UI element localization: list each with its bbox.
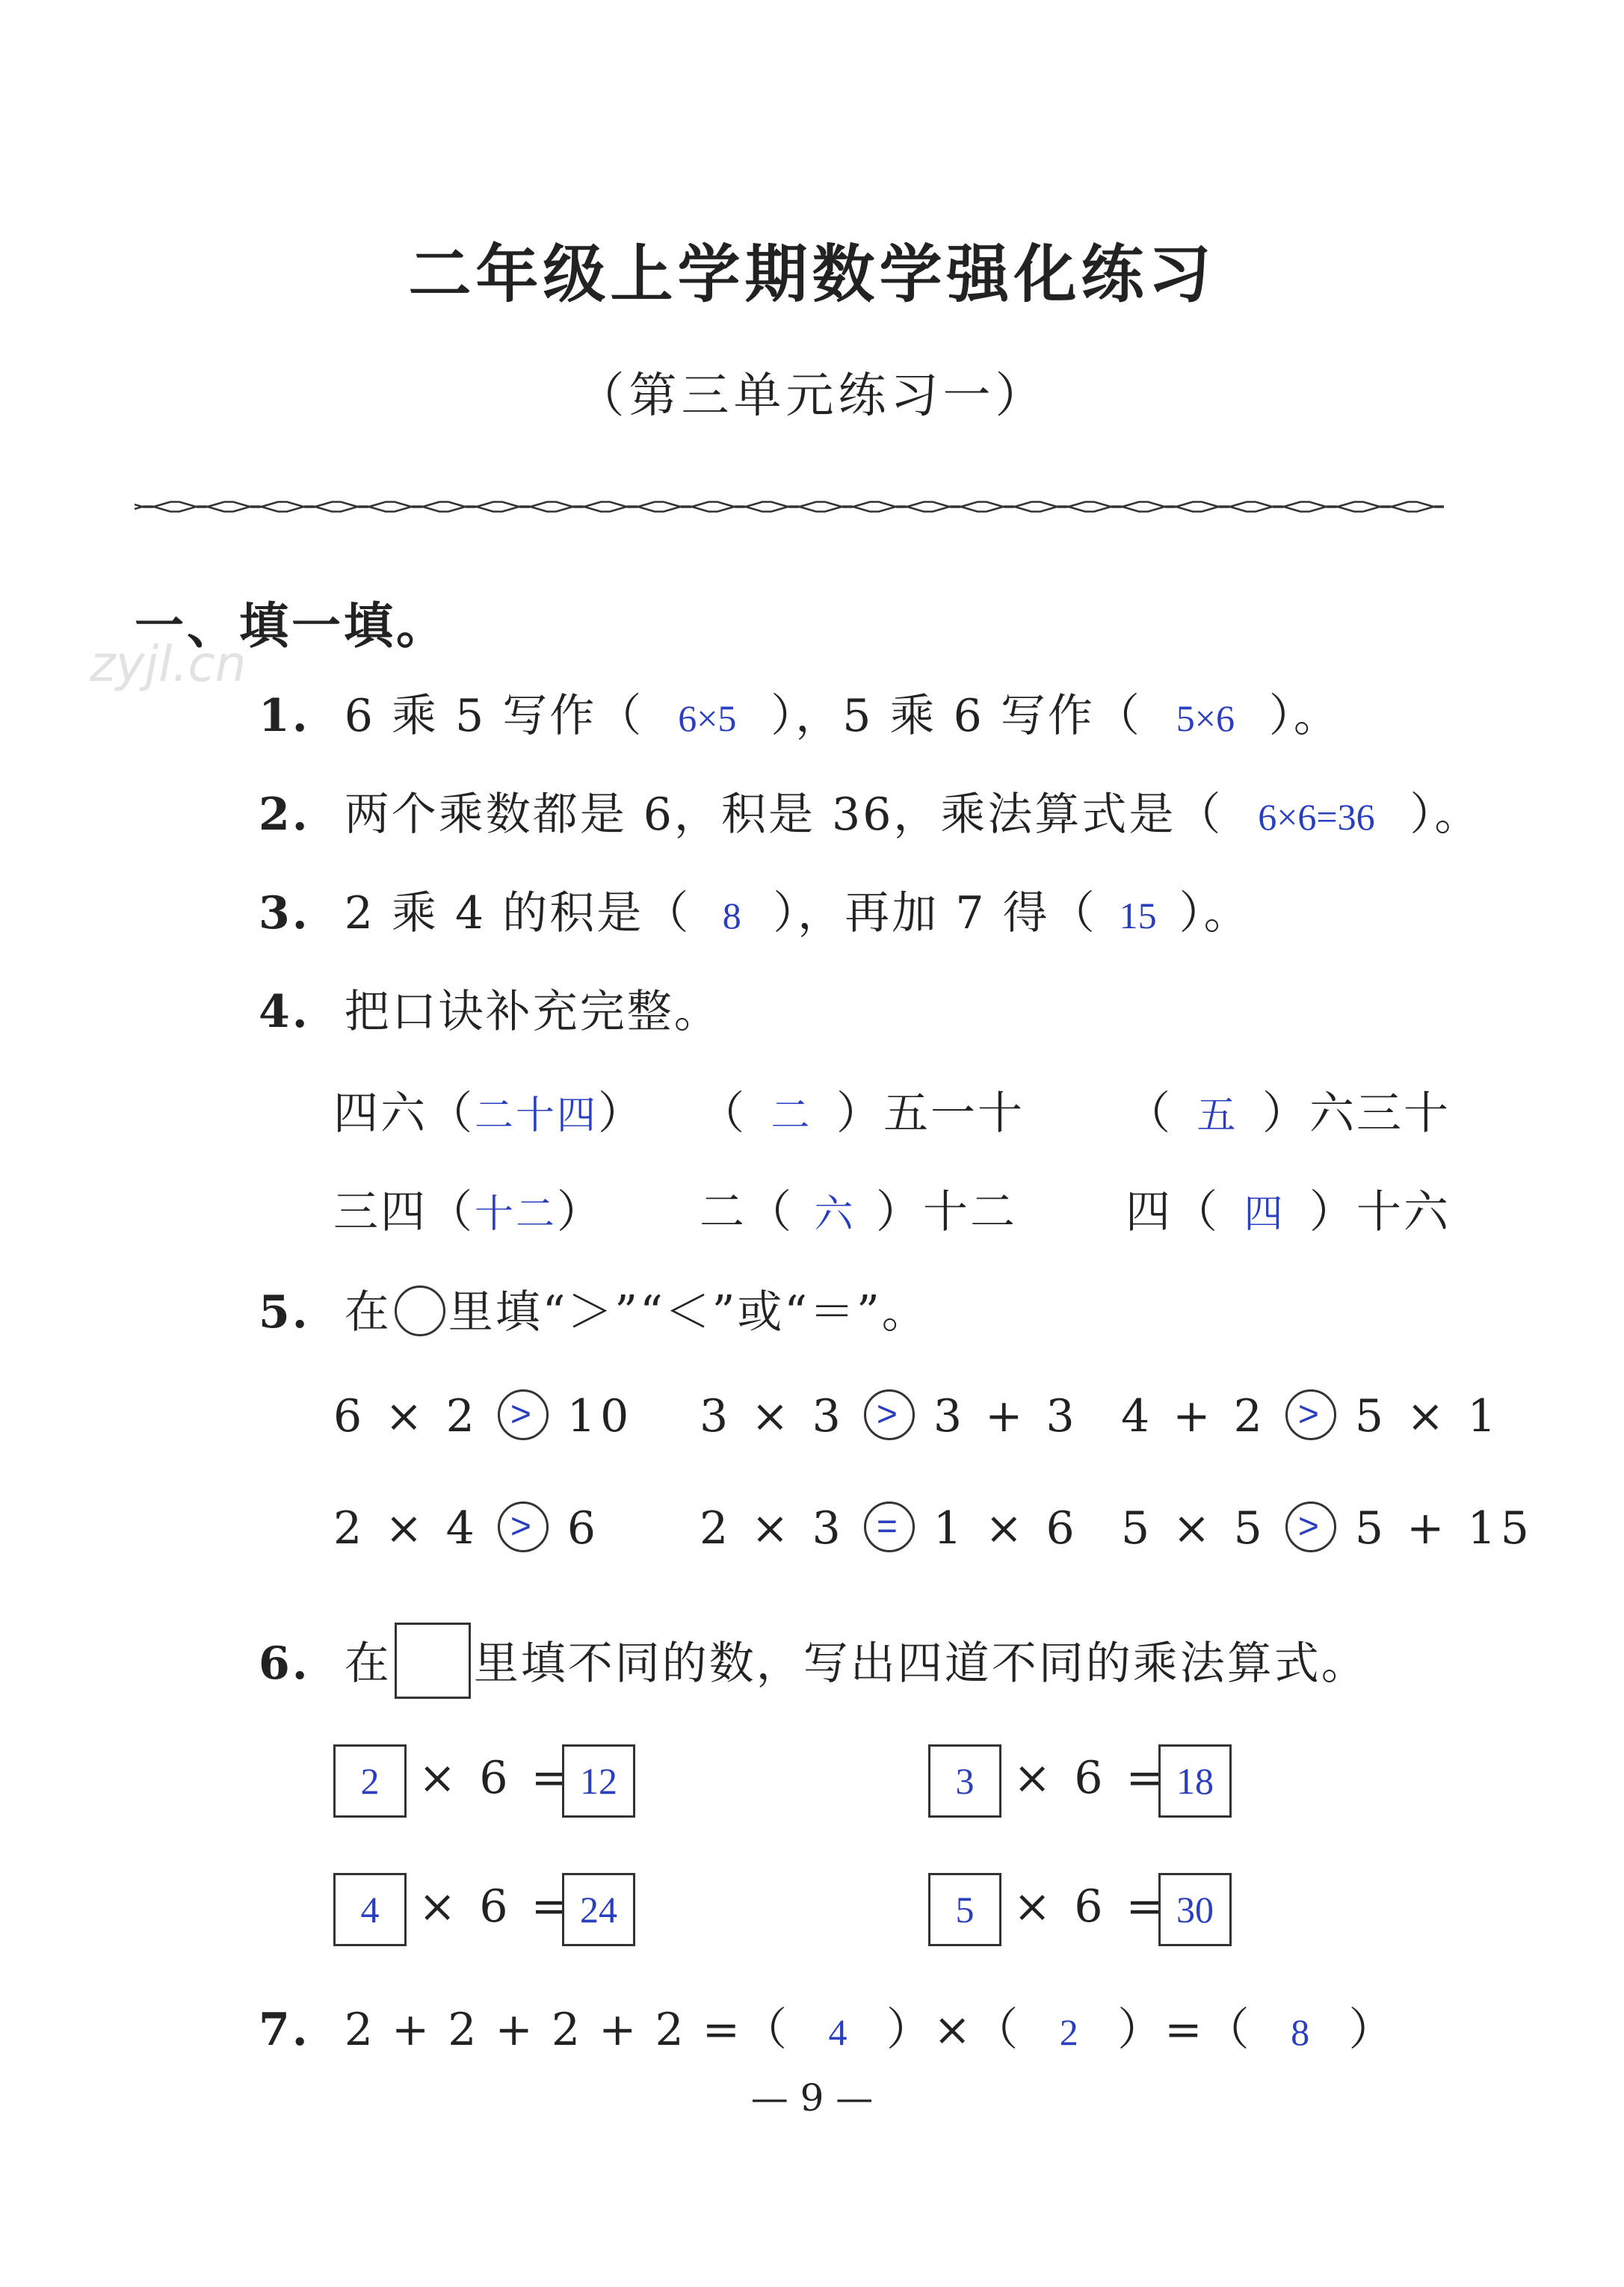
mnemonic-item (700, 1078, 1025, 1142)
section-heading: 一、填一填。 (135, 596, 448, 655)
compare-item (1121, 1502, 1534, 1557)
equation-middle: × 6 = (1013, 1880, 1168, 1933)
question-text: ），再加 7 得（ (773, 887, 1097, 939)
question-text: ），5 乘 6 写作（ (771, 690, 1142, 742)
answer-box: 24 (562, 1873, 635, 1946)
expression-left: 5 × 5 (1121, 1502, 1267, 1555)
answer-value: 6×5 (678, 697, 737, 739)
answer-box: 3 (928, 1744, 1001, 1818)
compare-item (333, 1502, 600, 1557)
question-number: 5. (259, 1286, 310, 1339)
compare-circle (498, 1501, 549, 1552)
question-6 (259, 1628, 1368, 1705)
answer-value: 2 (1059, 2011, 1078, 2053)
question-text: 里填不同的数，写出四道不同的乘法算式。 (473, 1638, 1368, 1690)
page-title: 二年级上学期数学强化练习 (408, 237, 1216, 311)
question-text: ）。 (1410, 788, 1482, 841)
answer-value: > (510, 1395, 536, 1435)
blank-box-icon (395, 1623, 471, 1699)
page-subtitle: （第三单元练习一） (576, 368, 1048, 424)
answer-box: 12 (562, 1744, 635, 1818)
mnemonic-text: ）五一十 (836, 1087, 1025, 1140)
question-number: 6. (259, 1638, 310, 1690)
wavy-divider (135, 498, 1450, 516)
compare-circle (1285, 1389, 1336, 1440)
compare-circle (864, 1501, 915, 1552)
page-number: — 9 — (750, 2076, 874, 2120)
question-number: 7. (259, 2004, 310, 2056)
expression-right: 5 × 1 (1354, 1390, 1501, 1442)
question-text: 里填“＞”“＜”或“＝”。 (448, 1286, 929, 1339)
expression-left: 4 + 2 (1121, 1390, 1267, 1442)
question-text: 在 (344, 1638, 392, 1690)
answer-box: 5 (928, 1873, 1001, 1946)
question-number: 2. (259, 788, 310, 841)
question-7 (259, 1994, 1396, 2058)
mnemonic-text: （ (700, 1087, 747, 1140)
mnemonic-text: 四（ (1126, 1186, 1220, 1238)
mnemonic-text: ） (598, 1087, 646, 1140)
watermark-text: zyjl.cn (90, 635, 247, 693)
expression-right: 10 (566, 1390, 634, 1442)
question-text: ）。 (1268, 690, 1341, 742)
answer-value: 四 (1244, 1192, 1285, 1237)
answer-value: 五 (1197, 1093, 1238, 1138)
mnemonic-item (1126, 1176, 1451, 1241)
mnemonic-item (700, 1176, 1017, 1241)
mnemonic-text: ）十二 (876, 1186, 1017, 1238)
question-2 (259, 779, 1481, 843)
answer-value: > (1297, 1507, 1324, 1547)
compare-item (333, 1390, 633, 1445)
answer-box: 4 (333, 1873, 407, 1946)
compare-circle (864, 1389, 915, 1440)
mnemonic-item (333, 1176, 604, 1241)
question-number: 3. (259, 887, 310, 939)
mnemonic-text: 二（ (700, 1186, 794, 1238)
question-text: 在 (344, 1286, 392, 1339)
expression-right: 1 × 6 (933, 1502, 1079, 1555)
answer-value: 8 (1291, 2011, 1310, 2053)
compare-item (700, 1502, 1079, 1557)
question-text: ）×（ (886, 2004, 1021, 2056)
answer-value: 15 (1119, 895, 1157, 936)
answer-box: 2 (333, 1744, 407, 1818)
equation-middle: × 6 = (419, 1880, 573, 1933)
expression-left: 2 × 4 (333, 1502, 479, 1555)
expression-right: 3 + 3 (933, 1390, 1079, 1442)
expression-left: 2 × 3 (700, 1502, 845, 1555)
compare-circle (498, 1389, 549, 1440)
mnemonic-text: 四六（ (333, 1087, 475, 1140)
answer-value: 六 (814, 1192, 856, 1237)
equation-middle: × 6 = (419, 1752, 573, 1804)
answer-value: 十二 (475, 1192, 558, 1237)
question-4 (259, 976, 721, 1040)
blank-circle-icon (395, 1286, 445, 1336)
question-text: 2 + 2 + 2 + 2 =（ (344, 2004, 790, 2056)
question-text: 把口诀补充完整。 (344, 986, 721, 1038)
mnemonic-text: ） (557, 1186, 605, 1238)
answer-value: 5×6 (1176, 697, 1235, 739)
expression-left: 6 × 2 (333, 1390, 479, 1442)
mnemonic-text: ）十六 (1309, 1186, 1451, 1238)
compare-item (700, 1390, 1079, 1445)
question-text: 两个乘数都是 6，积是 36，乘法算式是（ (344, 788, 1223, 841)
compare-item (1121, 1390, 1501, 1445)
expression-right: 5 + 15 (1354, 1502, 1534, 1555)
mnemonic-item (1126, 1078, 1451, 1142)
answer-value: 二 (771, 1093, 812, 1138)
equation-middle: × 6 = (1013, 1752, 1168, 1804)
compare-circle (1285, 1501, 1336, 1552)
answer-value: = (876, 1507, 902, 1547)
answer-value: 4 (828, 2011, 847, 2053)
mnemonic-item (333, 1078, 645, 1142)
question-number: 1. (259, 690, 310, 742)
question-text: 2 乘 4 的积是（ (344, 887, 691, 939)
expression-right: 6 (566, 1502, 601, 1555)
question-1 (259, 680, 1341, 744)
question-text: ）=（ (1117, 2004, 1252, 2056)
mnemonic-text: ）六三十 (1262, 1087, 1451, 1140)
answer-value: > (510, 1507, 536, 1547)
question-text: ） (1348, 2004, 1396, 2056)
answer-value: 6×6=36 (1258, 796, 1375, 838)
answer-value: > (1297, 1395, 1324, 1435)
mnemonic-text: 三四（ (333, 1186, 475, 1238)
question-5 (259, 1277, 929, 1341)
answer-value: > (876, 1395, 902, 1435)
question-text: 6 乘 5 写作（ (344, 690, 644, 742)
question-number: 4. (259, 986, 310, 1038)
expression-left: 3 × 3 (700, 1390, 845, 1442)
answer-value: 二十四 (475, 1093, 599, 1138)
answer-box: 18 (1158, 1744, 1232, 1818)
question-text: ）。 (1179, 887, 1251, 939)
answer-value: 8 (722, 895, 741, 936)
answer-box: 30 (1158, 1873, 1232, 1946)
question-3 (259, 877, 1251, 942)
mnemonic-text: （ (1126, 1087, 1173, 1140)
